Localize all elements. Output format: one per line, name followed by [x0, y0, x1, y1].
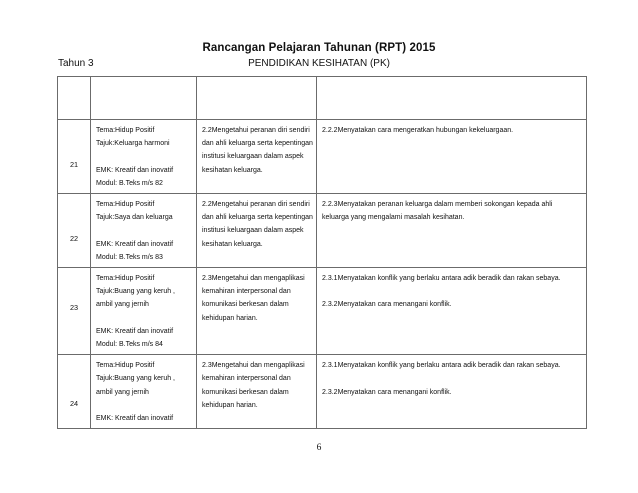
table-row	[58, 355, 587, 429]
tema-text: Tema:Hidup Positif	[96, 362, 155, 370]
header-cell-topic	[91, 77, 197, 120]
standard-text: 2.3Mengetahui dan mengaplikasi	[202, 362, 305, 370]
emk-text: EMK: Kreatif dan inovatif	[96, 240, 174, 248]
table-row	[58, 268, 587, 355]
standard-text: kehidupan harian.	[202, 401, 258, 409]
tajuk-text: ambil yang jernih	[96, 301, 149, 309]
standard-text: dan ahli keluarga serta kepentingan	[202, 214, 313, 222]
standard-text: kesihatan keluarga.	[202, 166, 263, 174]
page-title: Rancangan Pelajaran Tahunan (RPT) 2015	[202, 42, 436, 54]
week-number: 22	[69, 234, 79, 244]
standard-cell	[197, 355, 317, 429]
standard-text: 2.3Mengetahui dan mengaplikasi	[202, 275, 305, 282]
topic-cell	[91, 268, 197, 355]
emk-text: EMK: Kreatif dan inovatif	[96, 166, 174, 174]
emk-text: EMK: Kreatif dan inovatif	[96, 327, 174, 335]
standard-text: kehidupan harian.	[202, 314, 258, 322]
tajuk-text: Tajuk:Saya dan keluarga	[96, 214, 173, 222]
week-cell	[58, 268, 91, 355]
standard-text: institusi keluargaan dalam aspek	[202, 227, 304, 235]
standard-text: kesihatan keluarga.	[202, 240, 263, 248]
standard-text: komunikasi berkesan dalam	[202, 388, 289, 396]
tajuk-text: Tajuk:Buang yang keruh ,	[96, 288, 175, 296]
week-cell	[58, 355, 91, 429]
standard-text: komunikasi berkesan dalam	[202, 301, 289, 309]
year-label: Tahun 3	[58, 58, 94, 69]
objectives-cell	[317, 268, 587, 355]
objective-text: keluarga yang mengalami masalah kesihatan.	[322, 214, 465, 222]
standard-text: 2.2Mengetahui peranan diri sendiri	[202, 201, 310, 208]
objective-text: 2.2.3Menyatakan peranan keluarga dalam memberi sokongan kepada ahli	[322, 201, 553, 208]
standard-cell	[197, 268, 317, 355]
header-cell-standard	[197, 77, 317, 120]
tajuk-text: ambil yang jernih	[96, 388, 149, 396]
week-number: 24	[69, 398, 79, 408]
table-row	[58, 194, 587, 268]
objectives-cell	[317, 194, 587, 268]
table-header-row	[58, 77, 587, 120]
topic-cell	[91, 120, 197, 194]
topic-cell	[91, 194, 197, 268]
standard-text: kemahiran interpersonal dan	[202, 288, 291, 296]
standard-cell	[197, 120, 317, 194]
topic-cell	[91, 355, 197, 429]
standard-text: kemahiran interpersonal dan	[202, 375, 291, 383]
objective-text: 2.3.1Menyatakan konflik yang berlaku antara adik beradik dan rakan sebaya.	[322, 362, 561, 370]
standard-text: 2.2Mengetahui peranan diri sendiri	[202, 127, 310, 134]
week-cell	[58, 120, 91, 194]
rpt-table	[57, 76, 587, 429]
objectives-cell	[317, 355, 587, 429]
subject-label: PENDIDIKAN KESIHATAN (PK)	[248, 58, 390, 69]
standard-text: institusi keluargaan dalam aspek	[202, 153, 304, 161]
objective-text: 2.2.2Menyatakan cara mengeratkan hubungan kekeluargaan.	[322, 127, 514, 134]
standard-text: dan ahli keluarga serta kepentingan	[202, 140, 313, 148]
page-number: 6	[316, 443, 322, 453]
tema-text: Tema:Hidup Positif	[96, 127, 155, 134]
emk-text: EMK: Kreatif dan inovatif	[96, 415, 174, 422]
modul-text: Modul: B.Teks m/s 82	[96, 179, 163, 187]
week-number: 21	[69, 160, 79, 170]
modul-text: Modul: B.Teks m/s 83	[96, 253, 163, 261]
objectives-cell	[317, 120, 587, 194]
week-number: 23	[69, 303, 79, 312]
objective-text: 2.3.1Menyatakan konflik yang berlaku antara adik beradik dan rakan sebaya.	[322, 275, 561, 282]
modul-text: Modul: B.Teks m/s 84	[96, 341, 163, 348]
tema-text: Tema:Hidup Positif	[96, 275, 155, 282]
standard-cell	[197, 194, 317, 268]
header-cell-week	[58, 77, 91, 120]
week-cell	[58, 194, 91, 268]
tema-text: Tema:Hidup Positif	[96, 201, 155, 208]
objective-text: 2.3.2Menyatakan cara menangani konflik.	[322, 301, 452, 309]
tajuk-text: Tajuk:Keluarga harmoni	[96, 140, 170, 148]
header-cell-objectives	[317, 77, 587, 120]
objective-text: 2.3.2Menyatakan cara menangani konflik.	[322, 388, 452, 396]
tajuk-text: Tajuk:Buang yang keruh ,	[96, 375, 175, 383]
table-row	[58, 120, 587, 194]
